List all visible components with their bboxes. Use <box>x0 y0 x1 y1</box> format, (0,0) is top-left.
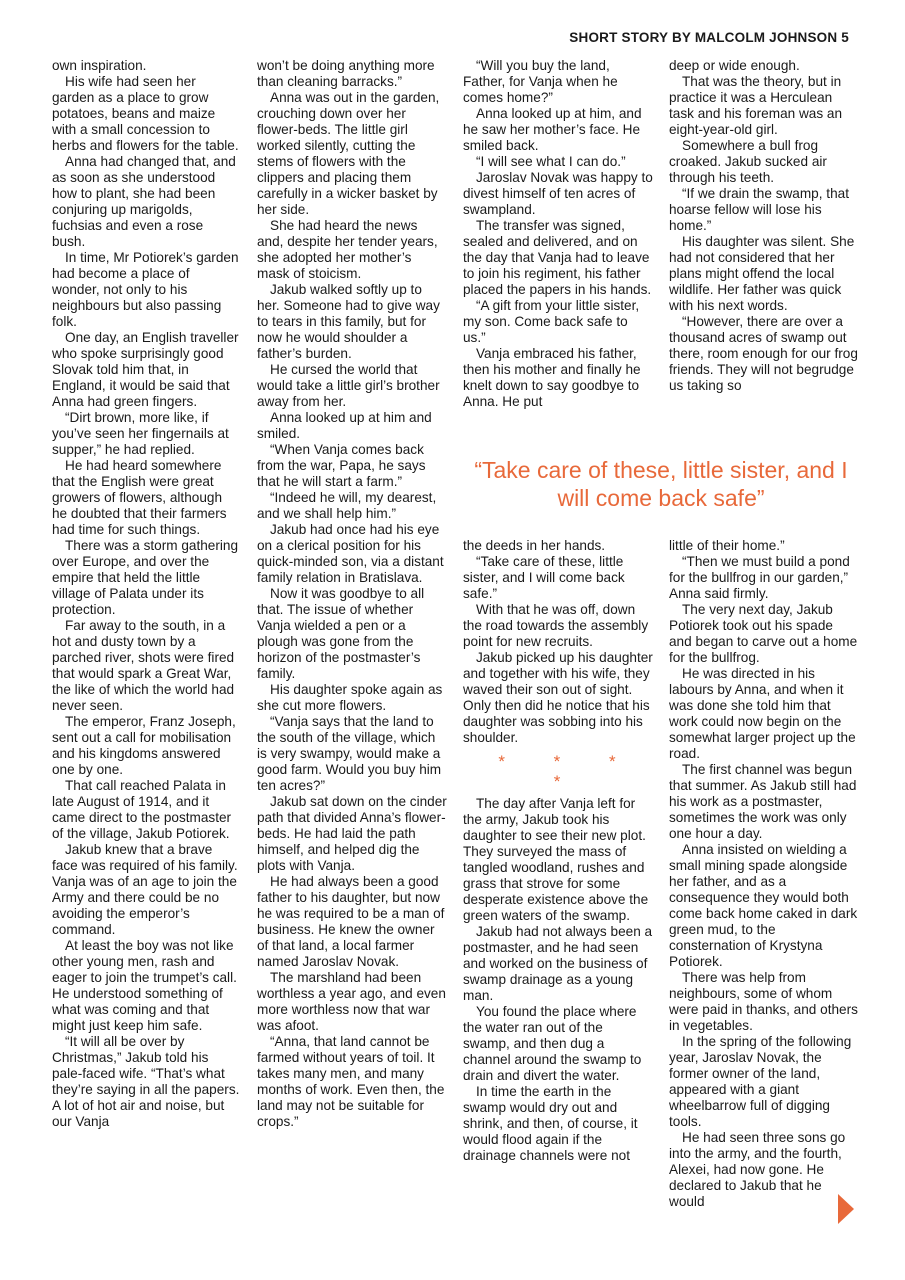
paragraph: the deeds in her hands. <box>463 538 606 553</box>
paragraph: “Dirt brown, more like, if you’ve seen her fingernails at supper,” he had replied. <box>52 410 229 457</box>
paragraph: With that he was off, down the road towards the assembly point for new recruits. <box>463 602 649 649</box>
paragraph: “However, there are over a thousand acres of swamp out there, room enough for our frog friends. They will not begrudge us taking so <box>669 314 858 393</box>
paragraph: The emperor, Franz Joseph, sent out a call for mobilisation and his kingdoms answered one by one. <box>52 714 236 777</box>
paragraph: His daughter was silent. She had not considered that her plans might offend the local wildlife. Her father was quick with his next words. <box>669 234 855 313</box>
paragraph: “Anna, that land cannot be farmed without years of toil. It takes many men, and many months of work. Even then, the land may not be suitable for crops.” <box>257 1034 445 1129</box>
paragraph: That call reached Palata in late August of 1914, and it came direct to the postmaster of the village, Jakub Potiorek. <box>52 778 232 841</box>
paragraph: “I will see what I can do.” <box>476 154 626 169</box>
paragraph: Far away to the south, in a hot and dusty town by a parched river, shots were fired that would spark a Great War, the like of which the world had never seen. <box>52 618 235 713</box>
paragraph: The first channel was begun that summer. As Jakub still had his work as a postmaster, sometimes the work was only one hour a day. <box>669 762 857 841</box>
column-4-bottom <box>669 538 859 1228</box>
arrow-right-icon <box>838 1194 854 1224</box>
paragraph: He cursed the world that would take a little girl’s brother away from her. <box>257 362 440 409</box>
page-number: 5 <box>841 30 849 45</box>
paragraph: won’t be doing anything more than cleaning barracks.” <box>257 58 435 89</box>
paragraph: The day after Vanja left for the army, Jakub took his daughter to see their new plot. They surveyed the mass of tangled woodland, rushes and grass that strove for some desperate existence above the green waters of the swamp. <box>463 796 649 923</box>
paragraph: little of their home.” <box>669 538 785 553</box>
column-2 <box>257 58 447 1228</box>
paragraph: You found the place where the water ran out of the swamp, and then dug a channel around the swamp to drain and divert the water. <box>463 1004 642 1083</box>
paragraph: Anna looked up at him and smiled. <box>257 410 432 441</box>
paragraph: Jakub had once had his eye on a clerical position for his quick-minded son, via a distant family relation in Bratislava. <box>257 522 444 585</box>
paragraph: At least the boy was not like other young men, rash and eager to join the trumpet’s call. He understood something of what was coming and that might just keep him safe. <box>52 938 237 1033</box>
column-1 <box>52 58 240 1228</box>
paragraph: One day, an English traveller who spoke surprisingly good Slovak told him that, in England, it would be said that Anna had green fingers. <box>52 330 239 409</box>
paragraph: own inspiration. <box>52 58 147 73</box>
paragraph: Jaroslav Novak was happy to divest himself of ten acres of swampland. <box>463 170 653 217</box>
paragraph: He had seen three sons go into the army, and the fourth, Alexei, had now gone. He declared to Jakub that he would <box>669 1130 846 1209</box>
paragraph: Jakub had not always been a postmaster, and he had seen and worked on the business of swamp drainage as a young man. <box>463 924 653 1003</box>
paragraph: The transfer was signed, sealed and delivered, and on the day that Vanja had to leave to join his regiment, his father placed the papers in his hands. <box>463 218 652 297</box>
paragraph: The marshland had been worthless a year ago, and even more worthless now that war was afoot. <box>257 970 446 1033</box>
paragraph: “Vanja says that the land to the south of the village, which is very swampy, would make a good farm. Would you buy him ten acres?” <box>257 714 442 793</box>
paragraph: Jakub walked softly up to her. Someone had to give way to tears in this family, but for now he would shoulder a father’s burden. <box>257 282 440 361</box>
paragraph: He had heard somewhere that the English were great growers of flowers, although he doubted that their farmers had time for such things. <box>52 458 227 537</box>
paragraph: There was help from neighbours, some of whom were paid in thanks, and others in vegetables. <box>669 970 858 1033</box>
paragraph: “When Vanja comes back from the war, Papa, he says that he will start a farm.” <box>257 442 426 489</box>
column-4-top <box>669 58 859 438</box>
paragraph: deep or wide enough. <box>669 58 800 73</box>
paragraph: In time the earth in the swamp would dry out and shrink, and then, of course, it would flood again if the drainage channels were not <box>463 1084 638 1163</box>
paragraph: He had always been a good father to his daughter, but now he was required to be a man of business. He knew the owner of that land, a local farmer named Jaroslav Novak. <box>257 874 445 969</box>
paragraph: In the spring of the following year, Jaroslav Novak, the former owner of the land, appeared with a giant wheelbarrow full of digging tools. <box>669 1034 852 1129</box>
paragraph: Vanja embraced his father, then his mother and finally he knelt down to say goodbye to Anna. He put <box>463 346 641 409</box>
page-header <box>569 30 849 45</box>
header-title: SHORT STORY BY MALCOLM JOHNSON <box>569 30 838 45</box>
paragraph: She had heard the news and, despite her tender years, she adopted her mother’s mask of stoicism. <box>257 218 438 281</box>
paragraph: Jakub sat down on the cinder path that divided Anna’s flower-beds. He had laid the path himself, and helped dig the plots with Vanja. <box>257 794 447 873</box>
paragraph: In time, Mr Potiorek’s garden had become a place of wonder, not only to his neighbours but also passing folk. <box>52 250 239 329</box>
column-3-top <box>463 58 653 438</box>
paragraph: “Indeed he will, my dearest, and we shall help him.” <box>257 490 437 521</box>
paragraph: “A gift from your little sister, my son. Come back safe to us.” <box>463 298 640 345</box>
paragraph: Now it was goodbye to all that. The issue of whether Vanja wielded a pen or a plough was gone from the horizon of the postmaster’s family. <box>257 586 425 681</box>
paragraph: He was directed in his labours by Anna, and when it was done she told him that work could now begin on the somewhat larger project up the road. <box>669 666 856 761</box>
paragraph: Jakub picked up his daughter and together with his wife, they waved their son out of sight. Only then did he notice that his daughter was sobbing into his shoulder. <box>463 650 653 745</box>
column-3-bottom <box>463 538 653 1228</box>
paragraph: Anna looked up at him, and he saw her mother’s face. He smiled back. <box>463 106 642 153</box>
section-divider: * * * * <box>498 752 638 791</box>
paragraph: “Then we must build a pond for the bullfrog in our garden,” Anna said firmly. <box>669 554 850 601</box>
paragraph: His wife had seen her garden as a place to grow potatoes, beans and maize with a small concession to herbs and flowers for the table. <box>52 74 239 153</box>
paragraph: Anna insisted on wielding a small mining spade alongside her father, and as a consequence they would both come back home caked in dark green mud, to the consternation of Krystyna Potiorek. <box>669 842 858 969</box>
paragraph: “Will you buy the land, Father, for Vanja when he comes home?” <box>463 58 618 105</box>
paragraph: “If we drain the swamp, that hoarse fellow will lose his home.” <box>669 186 849 233</box>
paragraph: Anna had changed that, and as soon as she understood how to plant, she had been conjuring up marigolds, fuchsias and even a rose bush. <box>52 154 236 249</box>
paragraph: “Take care of these, little sister, and I will come back safe.” <box>463 554 625 601</box>
paragraph: “It will all be over by Christmas,” Jakub told his pale-faced wife. “That’s what they’re saying in all the papers. A lot of hot air and noise, but our Vanja <box>52 1034 240 1129</box>
paragraph: Jakub knew that a brave face was required of his family. Vanja was of an age to join the Army and there could be no avoiding the emperor’s command. <box>52 842 238 937</box>
paragraph: His daughter spoke again as she cut more flowers. <box>257 682 443 713</box>
paragraph: There was a storm gathering over Europe, and over the empire that held the little village of Palata under its protection. <box>52 538 239 617</box>
paragraph: The very next day, Jakub Potiorek took out his spade and began to carve out a home for the bullfrog. <box>669 602 858 665</box>
paragraph: Anna was out in the garden, crouching down over her flower-beds. The little girl worked silently, cutting the stems of flowers with the clippers and placing them carefully in a wicker basket by her side. <box>257 90 440 217</box>
pull-quote: “Take care of these, little sister, and I will come back safe” <box>474 457 848 511</box>
paragraph: That was the theory, but in practice it was a Herculean task and his foreman was an eight-year-old girl. <box>669 74 843 137</box>
paragraph: Somewhere a bull frog croaked. Jakub sucked air through his teeth. <box>669 138 827 185</box>
